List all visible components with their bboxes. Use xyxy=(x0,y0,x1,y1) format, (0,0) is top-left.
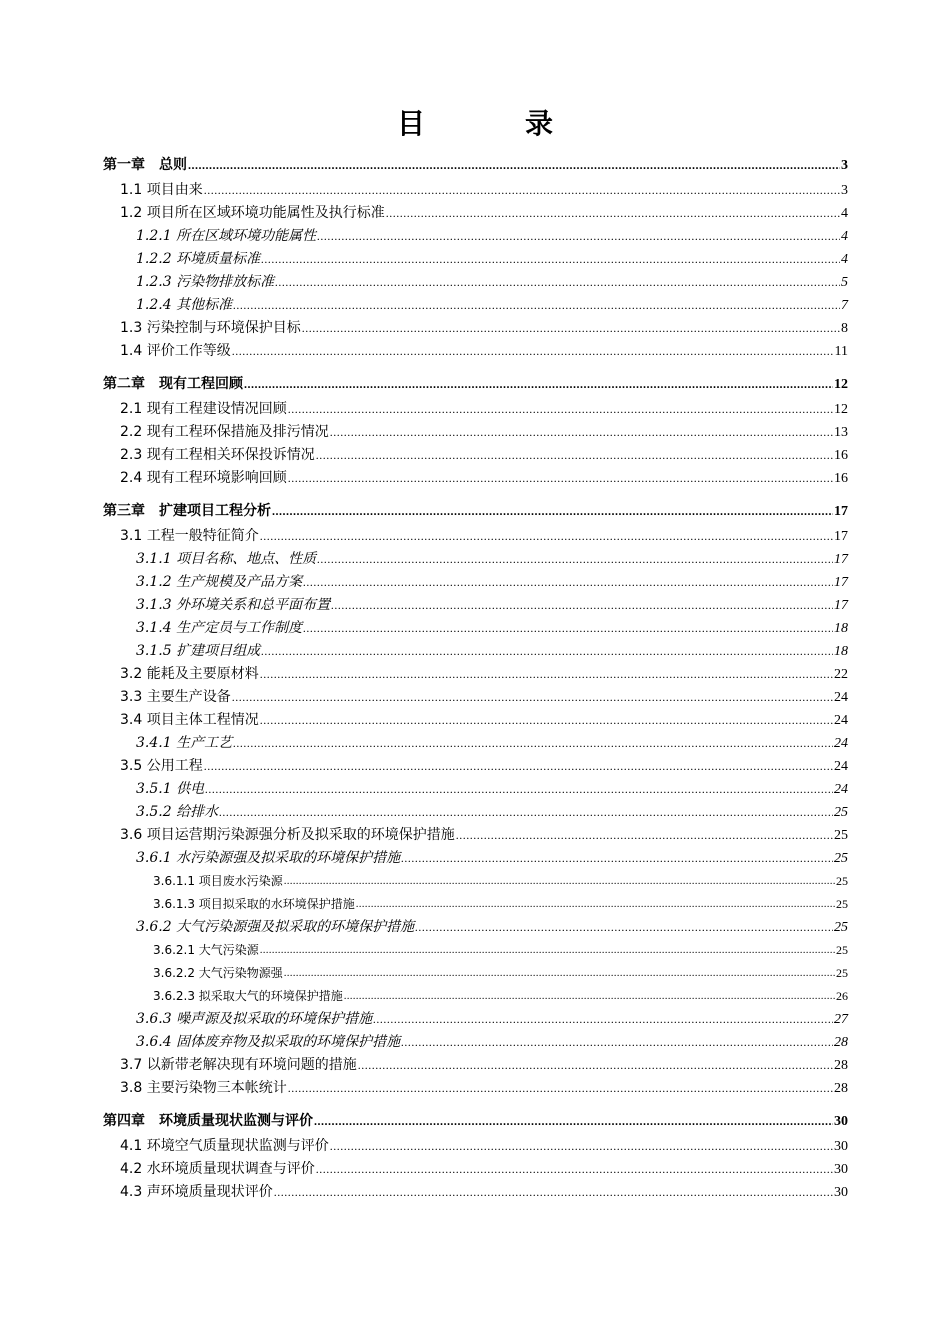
toc-entry[interactable] xyxy=(103,340,848,363)
toc-entry-title: 1.2 项目所在区域环境功能属性及执行标准 xyxy=(120,205,385,221)
toc-page-number: 25 xyxy=(834,851,848,866)
toc-entry[interactable] xyxy=(103,271,848,294)
toc-entry[interactable] xyxy=(103,1158,848,1181)
toc-dot-leader xyxy=(275,271,840,294)
toc-dot-leader xyxy=(188,154,840,177)
toc-entry-title: 3.5.1 供电 xyxy=(136,781,205,797)
toc-dot-leader xyxy=(260,709,833,732)
toc-dot-leader xyxy=(284,870,835,893)
toc-page-number: 24 xyxy=(834,759,848,774)
toc-dot-leader xyxy=(401,847,833,870)
toc-dot-leader xyxy=(260,663,833,686)
toc-entry[interactable] xyxy=(103,847,848,870)
toc-page-number: 12 xyxy=(834,402,848,417)
toc-dot-leader xyxy=(272,500,833,523)
toc-entry-title: 1.2.1 所在区域环境功能属性 xyxy=(136,228,317,244)
toc-page-number: 17 xyxy=(834,598,848,613)
toc-dot-leader xyxy=(244,373,833,396)
toc-entry-title: 4.2 水环境质量现状调查与评价 xyxy=(120,1161,315,1177)
toc-entry[interactable] xyxy=(103,179,848,202)
toc-entry-title: 3.5 公用工程 xyxy=(120,758,203,774)
toc-entry[interactable] xyxy=(103,985,848,1008)
toc-page-number: 25 xyxy=(834,920,848,935)
toc-page-number: 30 xyxy=(834,1139,848,1154)
toc-page-number: 7 xyxy=(841,298,848,313)
toc-entry-title: 第二章 现有工程回顾 xyxy=(103,376,243,392)
toc-entry-title: 3.7 以新带老解决现有环境问题的措施 xyxy=(120,1057,357,1073)
toc-page-number: 25 xyxy=(834,828,848,843)
toc-page-number: 30 xyxy=(834,1185,848,1200)
toc-entry-title: 3.6.2.3 拟采取大气的环境保护措施 xyxy=(153,989,343,1003)
toc-page-number: 27 xyxy=(834,1012,848,1027)
toc-entry-title: 3.6.1 水污染源强及拟采取的环境保护措施 xyxy=(136,850,401,866)
toc-dot-leader xyxy=(284,962,835,985)
toc-entry[interactable] xyxy=(103,686,848,709)
toc-page-number: 25 xyxy=(836,897,848,911)
toc-dot-leader xyxy=(219,801,833,824)
toc-entry[interactable] xyxy=(103,525,848,548)
toc-entry-title: 1.1 项目由来 xyxy=(120,182,203,198)
toc-page-number: 28 xyxy=(834,1081,848,1096)
toc-page-number: 18 xyxy=(834,644,848,659)
toc-entry-title: 3.1.3 外环境关系和总平面布置 xyxy=(136,597,331,613)
toc-entry[interactable] xyxy=(103,444,848,467)
toc-entry[interactable] xyxy=(103,594,848,617)
toc-dot-leader xyxy=(358,1054,833,1077)
toc-dot-leader xyxy=(260,525,833,548)
toc-dot-leader xyxy=(415,916,833,939)
toc-page-number: 12 xyxy=(834,377,848,392)
toc-dot-leader xyxy=(386,202,840,225)
toc-dot-leader xyxy=(344,985,835,1008)
toc-page-number: 17 xyxy=(834,504,848,519)
toc-page-number: 13 xyxy=(834,425,848,440)
toc-page-number: 24 xyxy=(834,713,848,728)
toc-dot-leader xyxy=(456,824,833,847)
toc-entry-title: 3.6.2 大气污染源强及拟采取的环境保护措施 xyxy=(136,919,415,935)
toc-entry-title: 3.1.1 项目名称、地点、性质 xyxy=(136,551,317,567)
toc-page-number: 24 xyxy=(834,690,848,705)
toc-entry-title: 3.6 项目运营期污染源强分析及拟采取的环境保护措施 xyxy=(120,827,455,843)
toc-page-number: 4 xyxy=(841,229,848,244)
toc-page-number: 24 xyxy=(834,736,848,751)
toc-dot-leader xyxy=(317,225,840,248)
toc-entry-title: 3.3 主要生产设备 xyxy=(120,689,231,705)
toc-entry-title: 4.3 声环境质量现状评价 xyxy=(120,1184,273,1200)
toc-entry-title: 1.2.2 环境质量标准 xyxy=(136,251,261,267)
toc-page-number: 11 xyxy=(834,344,848,359)
toc-page-number: 16 xyxy=(834,448,848,463)
toc-entry[interactable] xyxy=(103,1031,848,1054)
toc-entry-title: 3.8 主要污染物三本帐统计 xyxy=(120,1080,287,1096)
toc-entry-title: 3.4.1 生产工艺 xyxy=(136,735,233,751)
toc-page-number: 3 xyxy=(841,158,848,173)
toc-entry[interactable] xyxy=(103,398,848,421)
toc-entry[interactable] xyxy=(103,617,848,640)
toc-page-number: 4 xyxy=(841,206,848,221)
toc-entry[interactable] xyxy=(103,202,848,225)
toc-entry[interactable] xyxy=(103,824,848,847)
toc-dot-leader xyxy=(204,755,833,778)
toc-entry[interactable] xyxy=(103,709,848,732)
toc-page-number: 30 xyxy=(834,1114,848,1129)
toc-page-number: 18 xyxy=(834,621,848,636)
toc-entry-title: 3.5.2 给排水 xyxy=(136,804,219,820)
toc-entry-title: 3.1.5 扩建项目组成 xyxy=(136,643,261,659)
toc-dot-leader xyxy=(288,1077,833,1100)
toc-page-number: 17 xyxy=(834,552,848,567)
toc-entry[interactable] xyxy=(103,248,848,271)
toc-chapter-entry[interactable] xyxy=(103,154,848,177)
toc-page-number: 16 xyxy=(834,471,848,486)
toc-entry-title: 1.3 污染控制与环境保护目标 xyxy=(120,320,301,336)
toc-dot-leader xyxy=(261,640,833,663)
toc-dot-leader xyxy=(356,893,835,916)
toc-entry[interactable] xyxy=(103,1077,848,1100)
toc-entry-title: 4.1 环境空气质量现状监测与评价 xyxy=(120,1138,329,1154)
toc-page-number: 17 xyxy=(834,529,848,544)
toc-entry-title: 3.6.1.3 项目拟采取的水环境保护措施 xyxy=(153,897,355,911)
toc-page-number: 25 xyxy=(834,805,848,820)
toc-dot-leader xyxy=(261,248,840,271)
toc-dot-leader xyxy=(204,179,840,202)
toc-entry[interactable] xyxy=(103,893,848,916)
toc-entry[interactable] xyxy=(103,225,848,248)
toc-entry[interactable] xyxy=(103,548,848,571)
toc-dot-leader xyxy=(373,1008,833,1031)
toc-entry[interactable] xyxy=(103,801,848,824)
toc-entry-title: 第三章 扩建项目工程分析 xyxy=(103,503,271,519)
toc-entry[interactable] xyxy=(103,778,848,801)
toc-dot-leader xyxy=(260,939,835,962)
toc-entry[interactable] xyxy=(103,317,848,340)
toc-page-number: 5 xyxy=(841,275,848,290)
toc-page-number: 4 xyxy=(841,252,848,267)
toc-entry-title: 3.1 工程一般特征简介 xyxy=(120,528,259,544)
toc-entry-title: 3.6.2.2 大气污染物源强 xyxy=(153,966,283,980)
toc-entry-title: 1.2.4 其他标准 xyxy=(136,297,233,313)
toc-dot-leader xyxy=(330,1135,833,1158)
toc-entry-title: 1.2.3 污染物排放标准 xyxy=(136,274,275,290)
toc-dot-leader xyxy=(288,398,833,421)
toc-dot-leader xyxy=(303,571,833,594)
toc-entry[interactable] xyxy=(103,1181,848,1204)
toc-entry[interactable] xyxy=(103,1054,848,1077)
toc-entry[interactable] xyxy=(103,755,848,778)
toc-dot-leader xyxy=(316,1158,833,1181)
toc-chapter-entry[interactable] xyxy=(103,500,848,523)
toc-entry[interactable] xyxy=(103,939,848,962)
toc-entry[interactable] xyxy=(103,870,848,893)
toc-chapter-entry[interactable] xyxy=(103,373,848,396)
toc-dot-leader xyxy=(232,340,834,363)
toc-page-number: 22 xyxy=(834,667,848,682)
toc-dot-leader xyxy=(316,444,833,467)
toc-page-number: 3 xyxy=(841,183,848,198)
toc-page-number: 30 xyxy=(834,1162,848,1177)
toc-page-number: 26 xyxy=(836,989,848,1003)
toc-dot-leader xyxy=(330,421,833,444)
toc-entry-title: 1.4 评价工作等级 xyxy=(120,343,231,359)
toc-page-number: 28 xyxy=(834,1035,848,1050)
toc-entry-title: 2.3 现有工程相关环保投诉情况 xyxy=(120,447,315,463)
toc-dot-leader xyxy=(317,548,833,571)
toc-entry[interactable] xyxy=(103,421,848,444)
toc-page-number: 28 xyxy=(834,1058,848,1073)
toc-dot-leader xyxy=(205,778,833,801)
toc-entry-title: 3.4 项目主体工程情况 xyxy=(120,712,259,728)
toc-dot-leader xyxy=(274,1181,833,1204)
toc-dot-leader xyxy=(233,732,833,755)
toc-dot-leader xyxy=(233,294,840,317)
toc-entry-title: 第一章 总则 xyxy=(103,157,187,173)
toc-page-number: 25 xyxy=(836,966,848,980)
toc-dot-leader xyxy=(288,467,833,490)
toc-entry[interactable] xyxy=(103,640,848,663)
toc-entry[interactable] xyxy=(103,467,848,490)
toc-dot-leader xyxy=(401,1031,833,1054)
table-of-contents xyxy=(103,154,848,1204)
toc-page-number: 8 xyxy=(841,321,848,336)
toc-entry[interactable] xyxy=(103,962,848,985)
toc-entry-title: 3.6.2.1 大气污染源 xyxy=(153,943,259,957)
toc-entry[interactable] xyxy=(103,663,848,686)
toc-entry[interactable] xyxy=(103,294,848,317)
toc-dot-leader xyxy=(331,594,833,617)
toc-entry-title: 3.6.4 固体废弃物及拟采取的环境保护措施 xyxy=(136,1034,401,1050)
toc-entry[interactable] xyxy=(103,1008,848,1031)
toc-dot-leader xyxy=(303,617,833,640)
toc-dot-leader xyxy=(232,686,833,709)
toc-entry-title: 2.2 现有工程环保措施及排污情况 xyxy=(120,424,329,440)
toc-entry[interactable] xyxy=(103,916,848,939)
toc-dot-leader xyxy=(302,317,840,340)
toc-page-number: 25 xyxy=(836,943,848,957)
toc-entry[interactable] xyxy=(103,1135,848,1158)
page-title: 目 录 xyxy=(396,107,589,140)
toc-entry[interactable] xyxy=(103,571,848,594)
toc-entry-title: 3.6.1.1 项目废水污染源 xyxy=(153,874,283,888)
toc-entry-title: 2.1 现有工程建设情况回顾 xyxy=(120,401,287,417)
toc-dot-leader xyxy=(314,1110,833,1133)
toc-entry[interactable] xyxy=(103,732,848,755)
toc-entry-title: 2.4 现有工程环境影响回顾 xyxy=(120,470,287,486)
toc-entry-title: 第四章 环境质量现状监测与评价 xyxy=(103,1113,313,1129)
toc-page-number: 24 xyxy=(834,782,848,797)
toc-page-number: 17 xyxy=(834,575,848,590)
toc-page-number: 25 xyxy=(836,874,848,888)
toc-entry-title: 3.1.4 生产定员与工作制度 xyxy=(136,620,303,636)
toc-entry-title: 3.6.3 噪声源及拟采取的环境保护措施 xyxy=(136,1011,373,1027)
toc-chapter-entry[interactable] xyxy=(103,1110,848,1133)
toc-entry-title: 3.2 能耗及主要原材料 xyxy=(120,666,259,682)
toc-entry-title: 3.1.2 生产规模及产品方案 xyxy=(136,574,303,590)
